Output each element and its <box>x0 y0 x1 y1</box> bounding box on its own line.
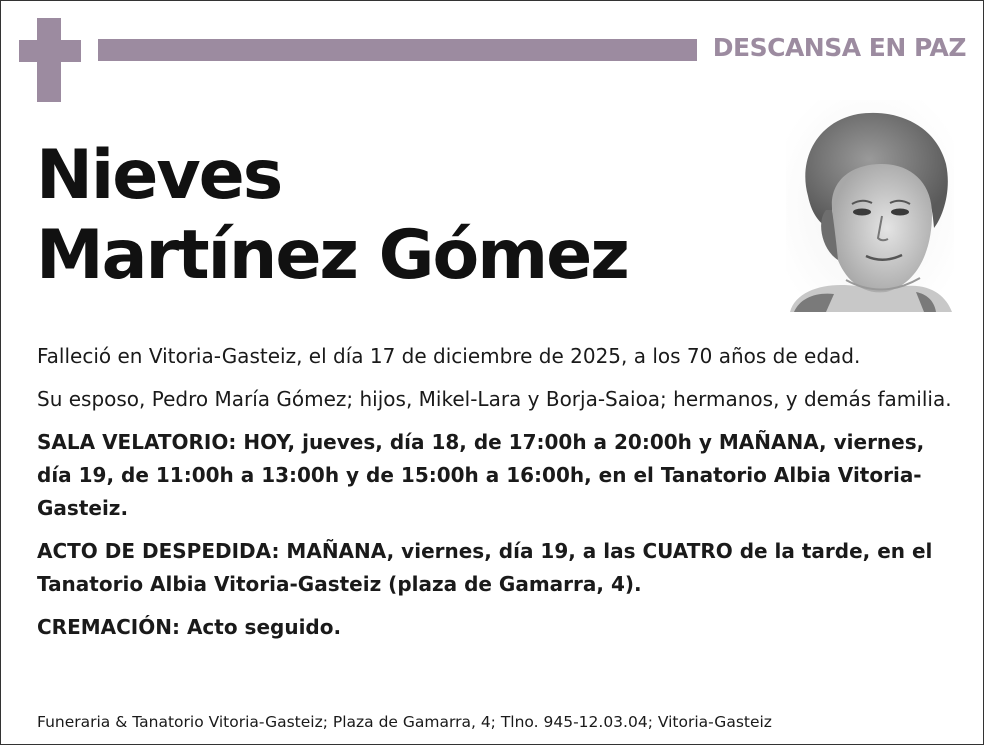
first-name: Nieves <box>36 136 282 215</box>
funeral-home-footer: Funeraria & Tanatorio Vitoria-Gasteiz; Plaza de Gamarra, 4; Tlno. 945-12.03.04; Vitoria-Gasteiz <box>37 713 772 731</box>
family-paragraph: Su esposo, Pedro María Gómez; hijos, Mikel-Lara y Borja-Saioa; hermanos, y demás familia. <box>37 387 952 411</box>
death-paragraph: Falleció en Vitoria-Gasteiz, el día 17 de diciembre de 2025, a los 70 años de edad. <box>37 344 861 368</box>
surnames: Martínez Gómez <box>36 216 628 295</box>
cremation-paragraph: CREMACIÓN: Acto seguido. <box>37 615 342 639</box>
portrait-photo <box>786 100 954 312</box>
deceased-name <box>36 136 628 296</box>
farewell-paragraph: ACTO DE DESPEDIDA: MAÑANA, viernes, día 19, a las CUATRO de la tarde, en el Tanatorio Albia Vitoria-Gasteiz (plaza de Gamarra, 4). <box>37 539 933 596</box>
obituary-body <box>37 340 957 654</box>
header-rule <box>98 39 697 61</box>
wake-paragraph: SALA VELATORIO: HOY, jueves, día 18, de 17:00h a 20:00h y MAÑANA, viernes, día 19, de 11:00h a 13:00h y de 15:00h a 16:00h, en el Tanatorio Albia Vitoria-Gasteiz. <box>37 430 925 520</box>
rest-in-peace-label: DESCANSA EN PAZ <box>712 33 966 62</box>
